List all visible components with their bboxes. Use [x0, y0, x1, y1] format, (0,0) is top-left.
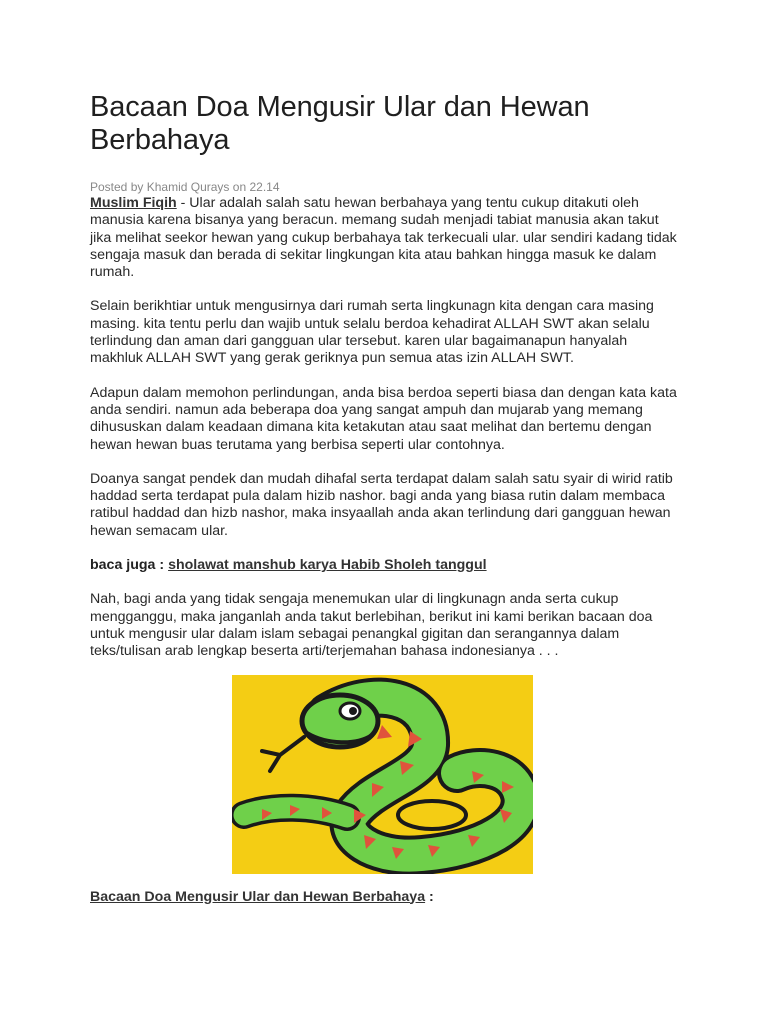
- article: [90, 91, 680, 906]
- paragraph-ikhtiar: Selain berikhtiar untuk mengusirnya dari rumah serta lingkunagn kita dengan cara masing masing. kita tentu perlu dan wajib untuk selalu berdoa kehadirat ALLAH SWT akan selalu terlindung dan aman dari gangguan ular tersebut. karen ular bagaimanapun hanyalah makhluk ALLAH SWT yang gerak geriknya pun semua atas izin ALLAH SWT.: [90, 298, 654, 367]
- paragraph-nah: Nah, bagi anda yang tidak sengaja menemukan ular di lingkunagn anda serta cukup mengganggu, maka janganlah anda takut berlebihan, berikut ini kami berikan bacaan doa untuk mengusir ular dalam islam sebagai penangkal gigitan dan serangannya dalam teks/tulisan arab lengkap beserta arti/terjemahan bahasa indonesianya . . .: [90, 591, 653, 660]
- final-heading-link[interactable]: Bacaan Doa Mengusir Ular dan Hewan Berbahaya: [90, 888, 426, 905]
- sholawat-link[interactable]: sholawat manshub karya Habib Sholeh tanggul: [168, 557, 487, 574]
- post-title: Bacaan Doa Mengusir Ular dan Hewan Berbahaya: [90, 91, 590, 156]
- post-time: 22.14: [249, 180, 280, 194]
- paragraph-perlindungan: Adapun dalam memohon perlindungan, anda bisa berdoa seperti biasa dan dengan kata kata anda sendiri. namun ada beberapa doa yang sangat ampuh dan mujarab yang memang dihususkan dalam keadaan dimana kita ketakutan atau saat melihat dan bertemu dengan hewan hewan buas terutama yang berbisa seperti ular contohnya.: [90, 384, 677, 453]
- figure-wrapper: [90, 675, 680, 874]
- paragraph-intro: [90, 195, 680, 281]
- paragraph-doa: Doanya sangat pendek dan mudah dihafal serta terdapat dalam salah satu syair di wirid ratib haddad serta terdapat pula dalam hizib nashor. bagi anda yang biasa rutin dalam membaca ratibul haddad dan hizb nashor, maka insyaallah anda akan terlindung dari gangguan hewan hewan semacam ular.: [90, 470, 673, 539]
- final-heading-suffix: :: [425, 888, 434, 905]
- final-heading: [90, 889, 680, 906]
- meta-prefix: Posted by: [90, 180, 144, 194]
- post-meta: [90, 180, 680, 194]
- baca-juga-label: baca juga :: [90, 557, 165, 574]
- baca-juga: [90, 557, 680, 574]
- muslim-fiqih-link[interactable]: Muslim Fiqih: [90, 195, 177, 211]
- snake-illustration[interactable]: [232, 675, 533, 874]
- snake-drawing: [232, 675, 533, 874]
- meta-on: on: [232, 180, 247, 194]
- post-author[interactable]: Khamid Qurays: [146, 180, 230, 194]
- paragraph-intro-text: - Ular adalah salah satu hewan berbahaya yang tentu cukup ditakuti oleh manusia karena bisanya yang beracun. memang sudah menjadi tabiat manusia akan takut jika melihat seekor hewan yang cukup berbahaya tak terkecuali ular. ular sendiri kadang tidak sengaja masuk dan berada di sekitar lingkungan kita atau bahkan hingga masuk ke dalam rumah.: [90, 195, 677, 281]
